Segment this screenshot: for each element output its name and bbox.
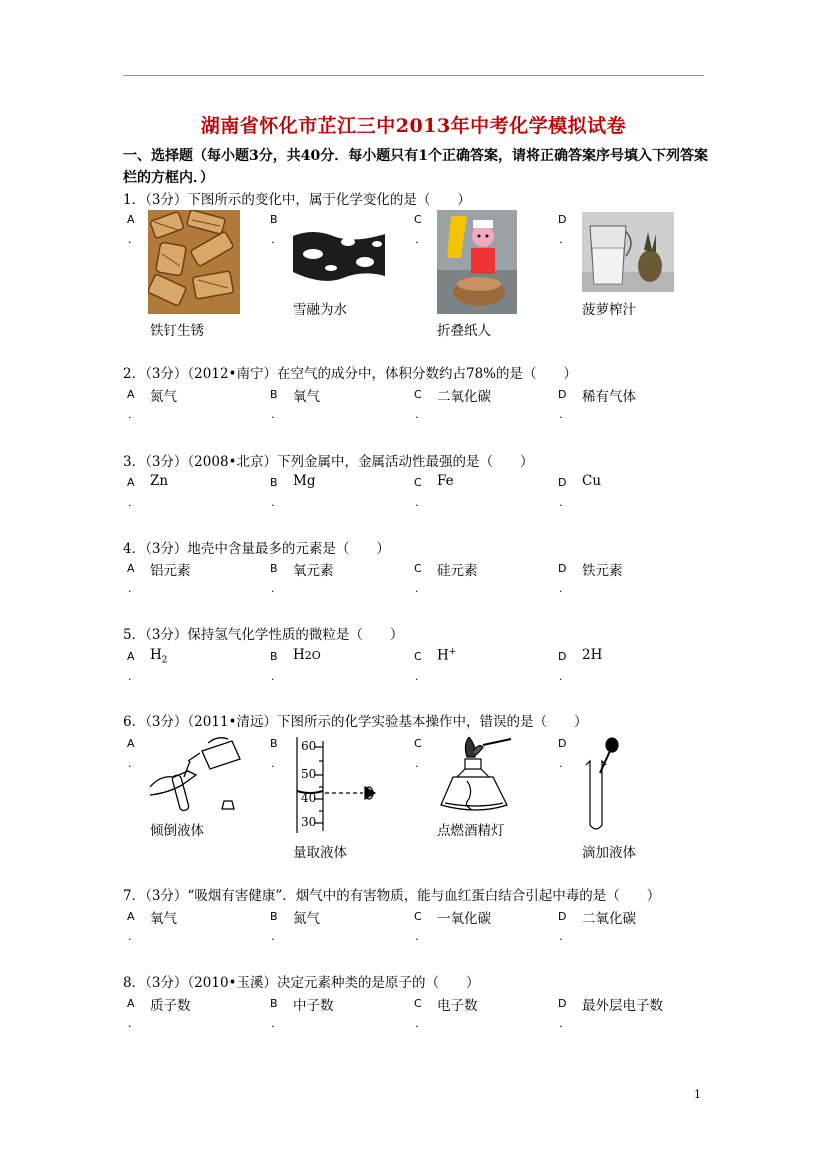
q1-option-b: 雪融为水 — [293, 302, 347, 318]
question-6-stem: 6．（3分）（2011•清远）下图所示的化学实验基本操作中，错误的是（ ） — [123, 714, 588, 730]
q2-option-b: 氧气 — [293, 389, 320, 405]
alcohol-lamp-diagram — [437, 737, 517, 815]
section-heading: 一、选择题（每小题3分，共40分．每小题只有1个正确答案，请将正确答案序号填入下列答案栏的方框内．） — [123, 148, 708, 186]
q6-option-c: 点燃酒精灯 — [437, 823, 505, 839]
rusty-nails-image — [148, 210, 240, 314]
q1-option-d: 菠萝榨汁 — [582, 302, 636, 318]
q1-option-c: 折叠纸人 — [437, 323, 491, 339]
question-3-stem: 3．（3分）（2008•北京）下列金属中，金属活动性最强的是（ ） — [123, 454, 534, 470]
scale-40: 40 — [301, 791, 317, 805]
pouring-liquid-diagram — [148, 735, 243, 815]
question-2-stem: 2．（3分）（2012•南宁）在空气的成分中，体积分数约占78%的是（ ） — [123, 366, 578, 382]
snow-melting-image — [293, 214, 385, 290]
q4-option-c: 硅元素 — [437, 563, 478, 579]
question-4-stem: 4．（3分）地壳中含量最多的元素是（ ） — [123, 541, 390, 557]
q7-option-c: 一氧化碳 — [437, 911, 491, 927]
page-title: 湖南省怀化市芷江三中2013年中考化学模拟试卷 — [200, 115, 627, 137]
scale-50: 50 — [301, 767, 317, 781]
q8-option-b: 中子数 — [293, 998, 334, 1014]
q1-letter-d: D — [558, 213, 567, 226]
measuring-cylinder-diagram — [293, 737, 383, 833]
paper-figure-image — [437, 210, 517, 314]
dropper-tube-diagram — [582, 737, 632, 833]
q6-option-d: 滴加液体 — [582, 845, 636, 861]
q7-option-b: 氮气 — [293, 911, 320, 927]
header-rule — [123, 75, 704, 76]
q5-option-b: H2O — [293, 647, 321, 663]
q5-option-a: $H_2$ — [150, 647, 168, 666]
q5-option-d: 2H — [582, 647, 603, 663]
question-7-stem: 7．（3分）“吸烟有害健康”．烟气中的有害物质，能与血红蛋白结合引起中毒的是（ ） — [123, 888, 661, 904]
scale-60: 60 — [301, 739, 317, 753]
q3-option-c: Fe — [437, 473, 454, 489]
q8-option-a: 质子数 — [150, 998, 191, 1014]
question-5-stem: 5．（3分）保持氢气化学性质的微粒是（ ） — [123, 627, 404, 643]
q3-option-d: Cu — [582, 473, 602, 489]
q6-option-b: 量取液体 — [293, 845, 347, 861]
question-8-stem: 8．（3分）（2010•玉溪）决定元素种类的是原子的（ ） — [123, 975, 480, 991]
q4-option-d: 铁元素 — [582, 563, 623, 579]
q4-option-b: 氧元素 — [293, 563, 334, 579]
q2-option-a: 氮气 — [150, 389, 177, 405]
pineapple-juice-image — [582, 212, 674, 292]
q2-option-c: 二氧化碳 — [437, 389, 491, 405]
q1-letter-c: C — [414, 213, 422, 226]
scale-30: 30 — [301, 815, 317, 829]
q1-letter-b: B — [270, 213, 278, 226]
q5-option-c: H+ — [437, 647, 457, 664]
q8-option-c: 电子数 — [437, 998, 478, 1014]
page-number: 1 — [694, 1088, 701, 1101]
q8-option-d: 最外层电子数 — [582, 998, 663, 1014]
q3-option-b: Mg — [293, 473, 316, 489]
q6-option-a: 倾倒液体 — [150, 823, 204, 839]
q7-option-a: 氧气 — [150, 911, 177, 927]
q3-option-a: Zn — [150, 473, 169, 489]
q4-option-a: 铝元素 — [150, 563, 191, 579]
q2-option-d: 稀有气体 — [582, 389, 636, 405]
question-1-stem: 1．（3分）下图所示的变化中，属于化学变化的是（ ） — [123, 192, 471, 208]
q1-letter-a: A — [127, 213, 135, 226]
q1-option-a: 铁钉生锈 — [150, 323, 204, 339]
q7-option-d: 二氧化碳 — [582, 911, 636, 927]
